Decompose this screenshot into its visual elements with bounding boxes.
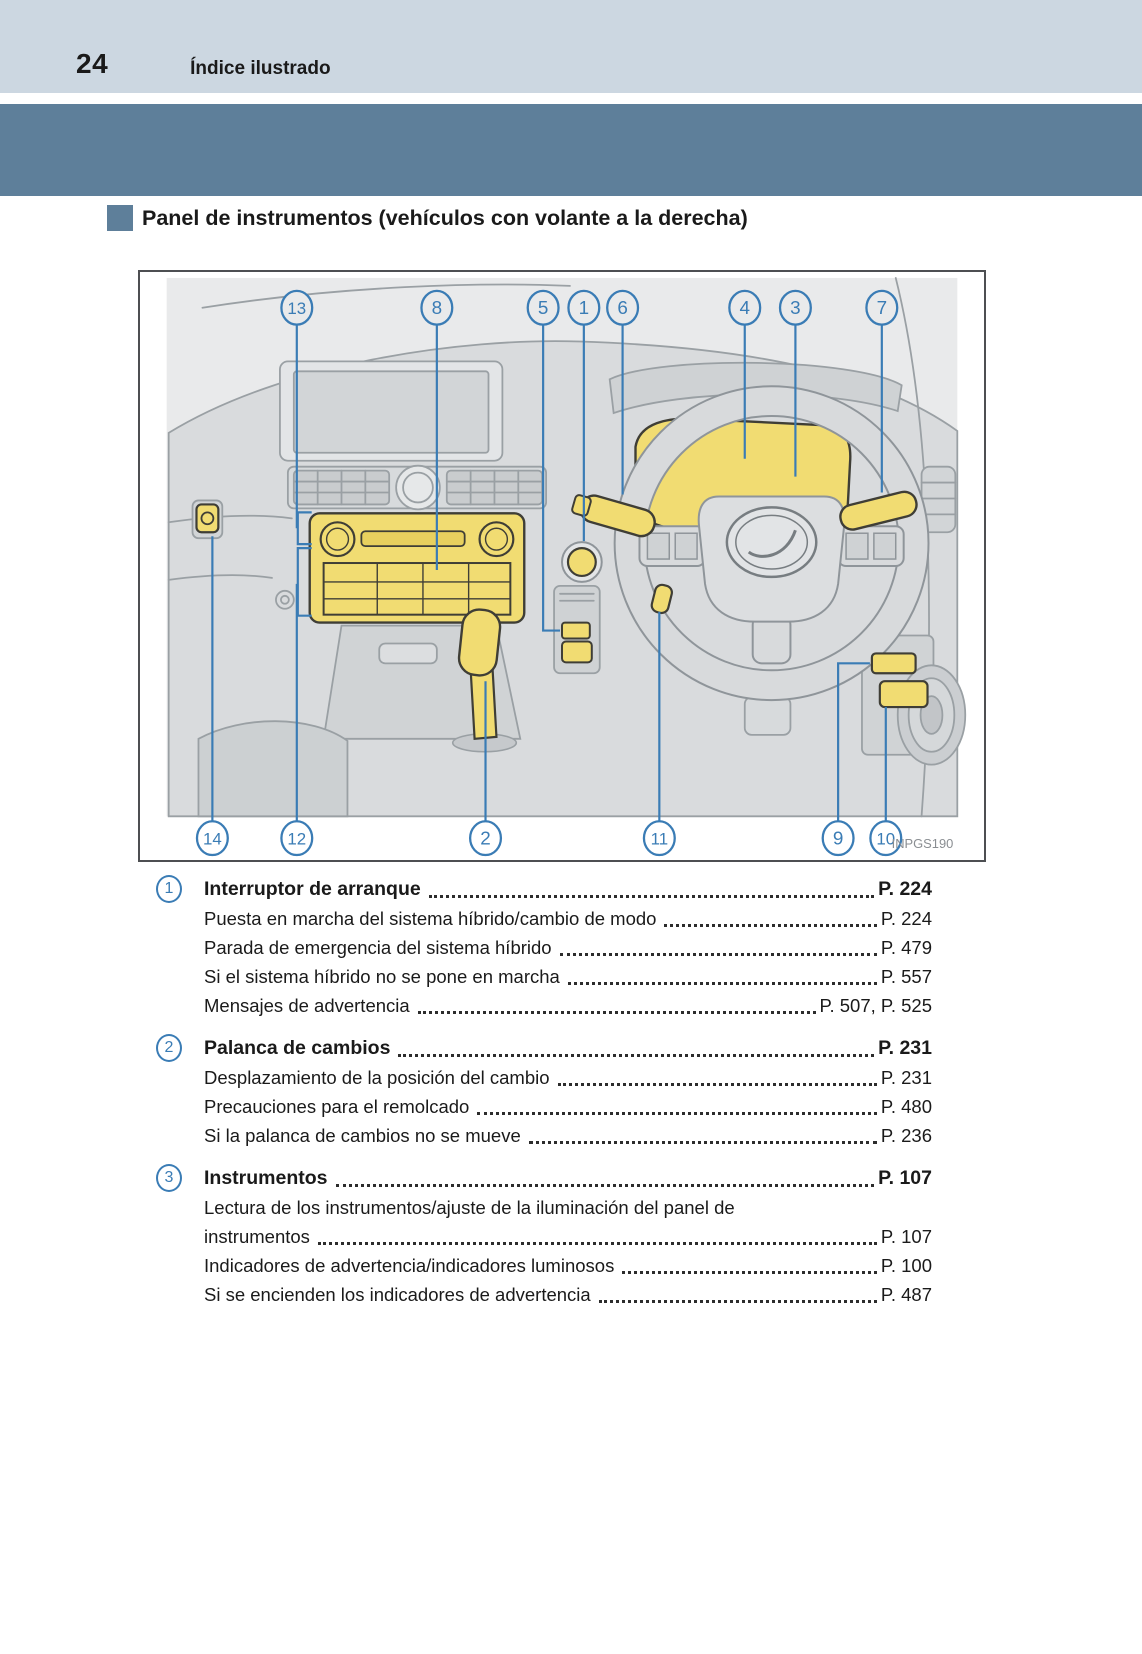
- diagram-callout-1: [568, 291, 599, 325]
- sub-item: [150, 962, 932, 991]
- dot-leader: [529, 1141, 877, 1144]
- diagram-callout-14: [197, 821, 228, 855]
- svg-text:7: 7: [876, 297, 888, 319]
- sub-item-text: Desplazamiento de la posición del cambio: [204, 1067, 550, 1088]
- list-item: [150, 1163, 932, 1309]
- dot-leader: [622, 1271, 877, 1274]
- dot-leader: [418, 1011, 816, 1014]
- diagram-callout-6: [607, 291, 638, 325]
- page-header: [0, 0, 1142, 93]
- index-list: [150, 874, 932, 1309]
- page-ref: P. 236: [880, 1125, 932, 1146]
- chapter-color-band: [0, 104, 1142, 196]
- sub-item: [150, 904, 932, 933]
- sub-item-text: Indicadores de advertencia/indicadores luminosos: [204, 1255, 615, 1276]
- page-ref: P. 107: [878, 1167, 932, 1189]
- sub-item: [150, 1251, 932, 1280]
- dot-leader: [477, 1112, 877, 1115]
- section-title-row: [107, 205, 748, 231]
- sensor-highlight: [196, 504, 218, 532]
- svg-text:9: 9: [832, 827, 844, 849]
- sub-item: [150, 1121, 932, 1150]
- sub-item-text: Mensajes de advertencia: [204, 995, 410, 1016]
- svg-text:6: 6: [617, 297, 628, 319]
- sub-item: [150, 1280, 932, 1309]
- svg-text:12: 12: [287, 829, 307, 849]
- diagram-callout-13: [281, 291, 312, 325]
- sub-item-text: Si se encienden los indicadores de advertencia: [204, 1284, 591, 1305]
- dashboard-illustration: [140, 272, 984, 860]
- accelerator-pedal: [745, 697, 791, 735]
- sub-item-text: Lectura de los instrumentos/ajuste de la iluminación del panel de: [204, 1197, 735, 1218]
- svg-text:8: 8: [431, 297, 443, 319]
- page-ref: P. 480: [880, 1096, 932, 1117]
- page-ref: P. 507, P. 525: [819, 995, 932, 1016]
- item-title: Instrumentos: [204, 1167, 328, 1189]
- svg-text:2: 2: [480, 827, 491, 849]
- svg-text:1: 1: [578, 297, 590, 319]
- item-heading: [150, 1163, 932, 1193]
- dot-leader: [429, 895, 874, 898]
- lexus-logo: [727, 507, 816, 577]
- page-ref: P. 107: [880, 1226, 932, 1247]
- sub-item-text: Puesta en marcha del sistema híbrido/cambio de modo: [204, 908, 657, 929]
- diagram-callout-3: [780, 291, 811, 325]
- svg-text:14: 14: [202, 829, 222, 849]
- page-ref: P. 224: [878, 878, 932, 900]
- sub-item: [150, 1222, 932, 1251]
- page-number: 24: [76, 48, 109, 79]
- dot-leader: [664, 924, 876, 927]
- dashboard-figure: [138, 270, 986, 862]
- section-bullet-square: [107, 205, 133, 231]
- dot-leader: [336, 1184, 875, 1187]
- svg-text:10: 10: [876, 829, 896, 849]
- sub-item: [150, 1092, 932, 1121]
- sub-item-text: instrumentos: [204, 1226, 310, 1247]
- dot-leader: [318, 1242, 877, 1245]
- dot-leader: [599, 1300, 877, 1303]
- svg-text:5: 5: [537, 297, 549, 319]
- sub-item: [150, 933, 932, 962]
- figure-code: INPGS190: [891, 836, 954, 852]
- svg-text:13: 13: [287, 299, 307, 319]
- page-ref: P. 231: [880, 1067, 932, 1088]
- item-title: Interruptor de arranque: [204, 878, 421, 900]
- item-heading: [150, 1033, 932, 1063]
- svg-text:3: 3: [790, 297, 801, 319]
- item-number-badge: 3: [156, 1164, 182, 1192]
- start-button-highlight: [568, 548, 596, 576]
- sub-item-group: [150, 904, 932, 1020]
- sub-item-text: Precauciones para el remolcado: [204, 1096, 470, 1117]
- diagram-callout-5: [528, 291, 559, 325]
- page-ref: P. 557: [880, 966, 932, 987]
- diagram-callout-2: [470, 821, 501, 855]
- svg-text:4: 4: [739, 297, 751, 319]
- sub-item-text: Parada de emergencia del sistema híbrido: [204, 937, 552, 958]
- dot-leader: [568, 982, 877, 985]
- item-number-badge: 1: [156, 875, 182, 903]
- nav-screen: [294, 371, 489, 452]
- diagram-callout-4: [729, 291, 760, 325]
- sub-item: [150, 1063, 932, 1092]
- svg-text:11: 11: [650, 829, 669, 849]
- diagram-callout-8: [421, 291, 452, 325]
- diagram-callout-9: [823, 821, 854, 855]
- dot-leader: [558, 1083, 877, 1086]
- page-ref: P. 224: [880, 908, 932, 929]
- item-heading: [150, 874, 932, 904]
- sub-item-group: [150, 1193, 932, 1309]
- item-title: Palanca de cambios: [204, 1037, 391, 1059]
- item-number-badge: 2: [156, 1034, 182, 1062]
- dot-leader: [398, 1054, 874, 1057]
- sub-item-text: Si la palanca de cambios no se mueve: [204, 1125, 521, 1146]
- page-ref: P. 100: [880, 1255, 932, 1276]
- diagram-callout-11: [644, 821, 675, 855]
- dot-leader: [560, 953, 877, 956]
- page-ref: P. 231: [878, 1037, 932, 1059]
- chapter-label: Índice ilustrado: [190, 58, 331, 79]
- diagram-callout-12: [281, 821, 312, 855]
- list-item: [150, 1033, 932, 1150]
- callouts-bottom: [197, 821, 901, 855]
- page-ref: P. 479: [880, 937, 932, 958]
- sub-item-group: [150, 1063, 932, 1150]
- sub-item: [150, 991, 932, 1020]
- sub-item-wrap-line: [150, 1193, 932, 1222]
- page-ref: P. 487: [880, 1284, 932, 1305]
- list-item: [150, 874, 932, 1020]
- diagram-callout-7: [866, 291, 897, 325]
- section-title: Panel de instrumentos (vehículos con volante a la derecha): [142, 205, 748, 230]
- sub-item-text: Si el sistema híbrido no se pone en marcha: [204, 966, 560, 987]
